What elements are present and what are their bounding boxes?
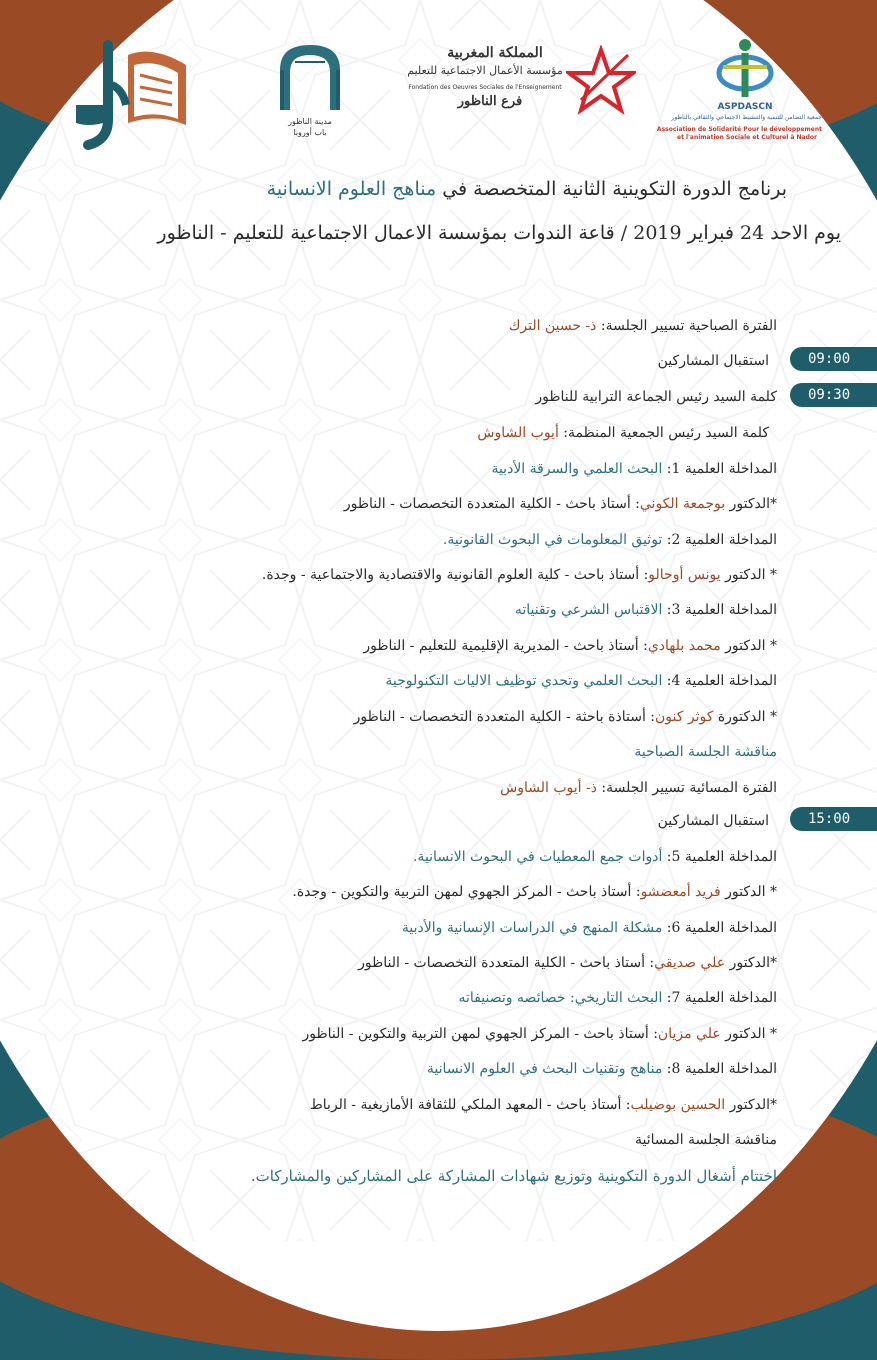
talk-6: المداخلة العلمية 6: مشكلة المنهج في الدراسات الإنسانية والأدبية: [401, 920, 777, 936]
speaker-7: * الدكتور علي مزيان: أستاذ باحث - المركز الجهوي لمهن التربية والتكوين - الناظور: [302, 1026, 777, 1042]
speaker-8: *الدكتور الحسين بوضيلب: أستاذ باحث - المعهد الملكي للثقافة الأمازيغية - الرباط: [309, 1097, 777, 1113]
ministry-line3: Fondation des Oeuvres Sociales de l'Enseignement: [408, 84, 562, 91]
asp-french-1: Association de Solidarité Pour le développement: [656, 126, 822, 133]
talk-7: المداخلة العلمية 7: البحث التاريخي: خصائصه وتصنيفاته: [458, 990, 777, 1006]
evening-discussion: مناقشة الجلسة المسائية: [634, 1132, 777, 1148]
ministry-line4: فرع الناظور: [457, 94, 523, 109]
book-logo: [68, 35, 198, 160]
time-badge-1500: 15:00: [790, 807, 877, 831]
talk-8: المداخلة العلمية 8: مناهج وتقنيات البحث في العلوم الانسانية: [426, 1061, 777, 1077]
ministry-line1: المملكة المغربية: [447, 45, 543, 61]
arch-logo: [275, 40, 345, 115]
reception-morning: استقبال المشاركين: [657, 353, 769, 369]
reception-evening: استقبال المشاركين: [657, 813, 769, 829]
program-title: [267, 178, 787, 200]
talk-1: المداخلة العلمية 1: البحث العلمي والسرقة الأدبية: [491, 461, 777, 477]
morning-discussion: مناقشة الجلسة الصباحية: [634, 744, 777, 760]
program-subtitle: يوم الاحد 24 فبراير 2019 / قاعة الندوات بمؤسسة الاعمال الاجتماعية للتعليم - الناظور: [157, 222, 841, 244]
asp-logo: [715, 35, 775, 105]
speaker-2: * الدكتور يونس أوحالو: أستاذ باحث - كلية العلوم القانونية والاقتصادية والاجتماعية - وجدة.: [261, 567, 777, 583]
time-badge-0930: 09:30: [790, 383, 877, 407]
morning-session-header: الفترة الصباحية تسيير الجلسة: ذ- حسين الترك: [508, 318, 777, 334]
president-speech: كلمة السيد رئيس الجمعية المنظمة: أيوب الشاوش: [477, 425, 769, 441]
star-logo: [566, 45, 636, 115]
arch-logo-line2: باب أوروبا: [293, 128, 327, 137]
talk-2: المداخلة العلمية 2: توثيق المعلومات في البحوث القانونية.: [442, 532, 777, 548]
asp-french-2: et l'animation Sociale et Culturel à Nador: [677, 134, 817, 141]
time-badge-0900: 09:00: [790, 347, 877, 371]
arch-logo-line1: مدينة الناظور: [288, 117, 332, 126]
program-title-accent: مناهج العلوم الانسانية: [266, 178, 437, 200]
talk-3: المداخلة العلمية 3: الاقتباس الشرعي وتقنياته: [514, 602, 777, 618]
mayor-speech: كلمة السيد رئيس الجماعة الترابية للناظور: [535, 389, 777, 405]
asp-arabic: جمعية التضامن للتنمية والتنشيط الاجتماعي والثقافي بالناظور: [671, 114, 822, 121]
ministry-line2: مؤسسة الأعمال الاجتماعية للتعليم: [407, 64, 563, 77]
speaker-5: * الدكتور فريد أمعضشو: أستاذ باحث - المركز الجهوي لمهن التربية والتكوين - وجدة.: [292, 884, 777, 900]
evening-session-header: الفترة المسائية تسيير الجلسة: ذ- أيوب الشاوش: [500, 780, 777, 796]
speaker-1: *الدكتور بوجمعة الكوني: أستاذ باحث - الكلية المتعددة التخصصات - الناظور: [343, 496, 777, 512]
talk-4: المداخلة العلمية 4: البحث العلمي وتحدي توظيف الاليات التكنولوجية: [385, 673, 777, 689]
asp-name: ASPDASCN: [717, 102, 773, 112]
speaker-4: * الدكتورة كوثر كنون: أستاذة باحثة - الكلية المتعددة التخصصات - الناظور: [353, 709, 777, 725]
talk-5: المداخلة العلمية 5: أدوات جمع المعطيات في البحوث الانسانية.: [412, 849, 777, 865]
speaker-3: * الدكتور محمد بلهادي: أستاذ باحث - المديرية الإقليمية للتعليم - الناظور: [363, 638, 777, 654]
closing-ceremony: اختتام أشغال الدورة التكوينية وتوزيع شهادات المشاركة على المشاركين والمشاركات.: [250, 1167, 777, 1185]
program-title-main: برنامج الدورة التكوينية الثانية المتخصصة في: [436, 178, 787, 200]
speaker-6: *الدكتور علي صديقي: أستاذ باحث - الكلية المتعددة التخصصات - الناظور: [358, 955, 777, 971]
